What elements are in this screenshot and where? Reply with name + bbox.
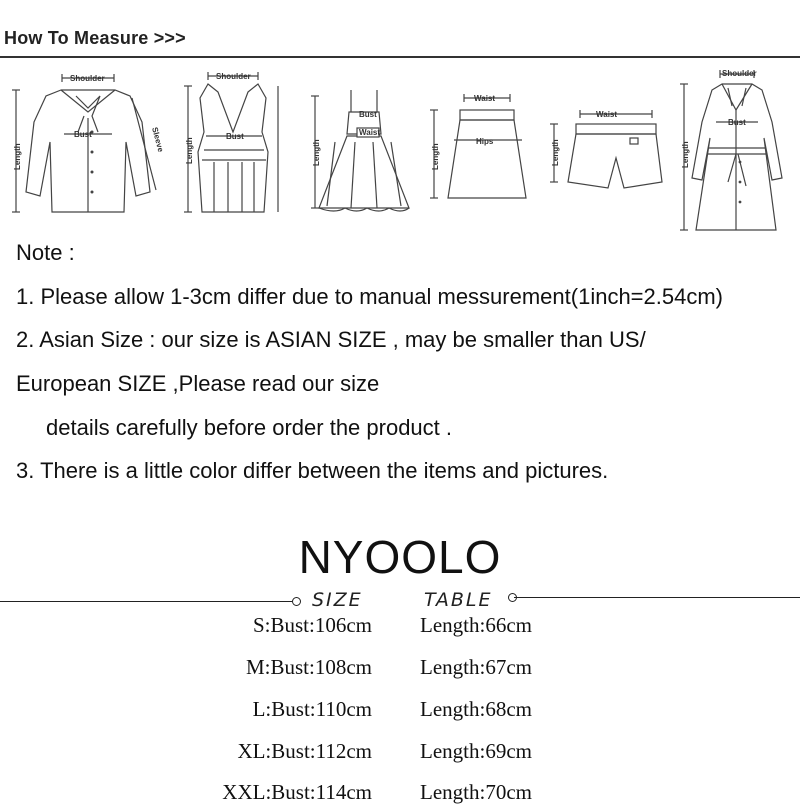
vest-length-label: Length (185, 137, 194, 164)
size-row-bust: S:Bust:106cm (252, 613, 372, 637)
header-divider (0, 56, 800, 58)
note-line-5: 3. There is a little color differ between the items and pictures. (16, 458, 609, 483)
table-divider-dot-left (292, 597, 301, 606)
shirt-sleeve-label: Sleeve (150, 126, 166, 154)
skirt-hips-label: Hips (476, 137, 494, 146)
size-row-bust: XXL:Bust:114cm (222, 780, 372, 804)
size-row-length: Length:67cm (420, 655, 532, 679)
note-line-3: European SIZE ,Please read our size (16, 371, 380, 396)
coat-bust-label: Bust (728, 118, 746, 127)
shirt-bust-label: Bust (74, 130, 92, 139)
size-row-length: Length:69cm (420, 739, 532, 763)
dress-waist-label: Waist (359, 128, 381, 137)
how-to-measure-title: How To Measure >>> (4, 28, 186, 48)
skirt-diagram (424, 62, 534, 222)
size-table-title-left: SIZE (312, 589, 363, 611)
vest-diagram (178, 62, 288, 222)
shirt-length-label: Length (13, 143, 22, 170)
shirt-shoulder-label: Shoulder (70, 74, 105, 83)
skirt-waist-label: Waist (474, 94, 496, 103)
size-row-length: Length:68cm (420, 697, 532, 721)
dress-diagram (305, 62, 415, 222)
shorts-diagram (540, 62, 670, 222)
skirt-length-label: Length (431, 143, 440, 170)
note-heading: Note : (16, 240, 75, 265)
dress-length-label: Length (312, 139, 321, 166)
dress-bust-label: Bust (359, 110, 377, 119)
table-divider-right (514, 597, 800, 598)
size-row-length: Length:66cm (420, 613, 532, 637)
size-row-bust: XL:Bust:112cm (237, 739, 372, 763)
shorts-length-label: Length (551, 139, 560, 166)
shorts-waist-label: Waist (596, 110, 618, 119)
size-row-bust: M:Bust:108cm (245, 655, 372, 679)
coat-length-label: Length (681, 141, 690, 168)
coat-diagram (676, 62, 796, 237)
note-line-4: details carefully before order the product . (46, 415, 453, 440)
size-row-length: Length:70cm (420, 780, 532, 804)
size-row-bust: L:Bust:110cm (252, 697, 372, 721)
size-table-title-right: TABLE (424, 589, 493, 611)
note-line-1: 1. Please allow 1-3cm differ due to manual messurement(1inch=2.54cm) (16, 284, 723, 309)
coat-shoulder-label: Shoulder (722, 69, 757, 78)
note-line-2: 2. Asian Size : our size is ASIAN SIZE , may be smaller than US/ (16, 327, 646, 352)
vest-bust-label: Bust (226, 132, 244, 141)
brand-name: NYOOLO (298, 531, 502, 583)
table-divider-left (0, 601, 292, 602)
vest-shoulder-label: Shoulder (216, 72, 251, 81)
shirt-diagram (6, 62, 166, 222)
